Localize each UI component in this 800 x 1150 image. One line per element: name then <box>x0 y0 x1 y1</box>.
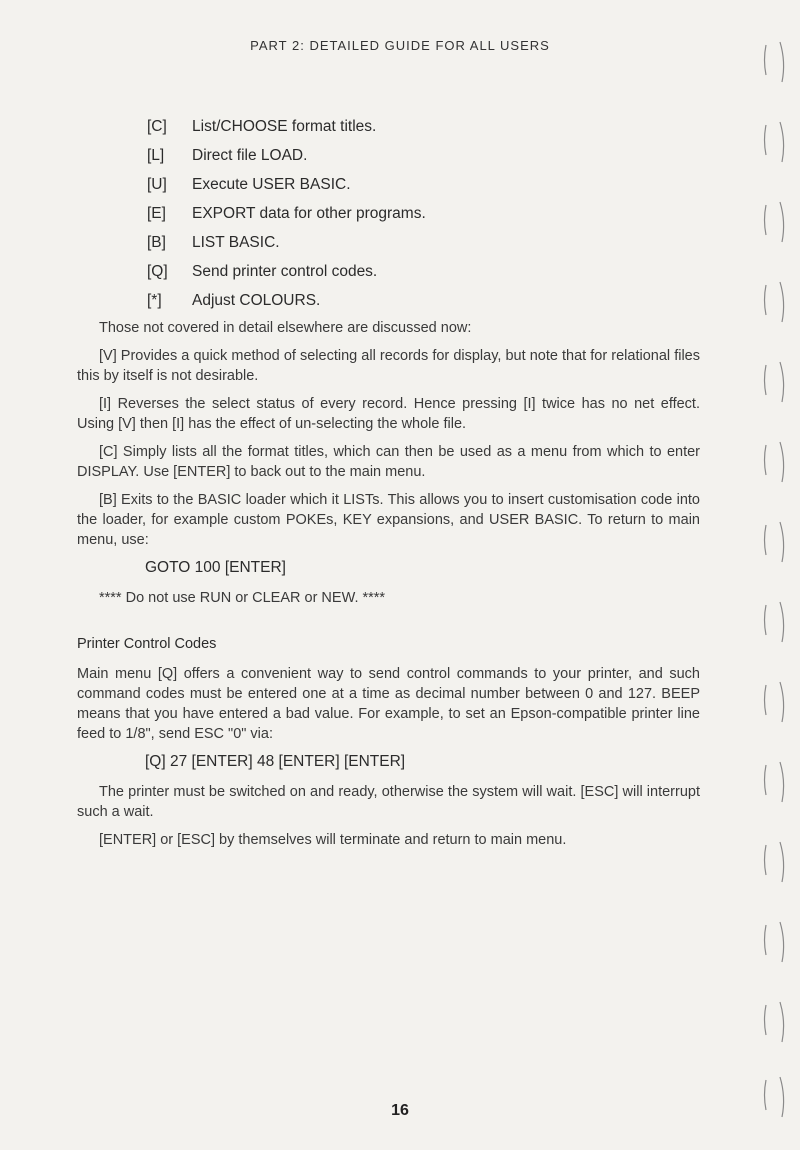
intro-paragraph: Those not covered in detail elsewhere are discussed now: <box>99 320 472 336</box>
menu-key: [C] <box>147 117 167 135</box>
binding-marks-icon <box>750 30 800 1120</box>
paragraph-enter: [ENTER] or [ESC] by themselves will terminate and return to main menu. <box>99 832 567 848</box>
running-header: PART 2: DETAILED GUIDE FOR ALL USERS <box>250 38 550 53</box>
menu-key: [U] <box>147 175 167 193</box>
menu-label: Adjust COLOURS. <box>192 291 321 309</box>
menu-key: [Q] <box>147 262 168 280</box>
menu-label: Direct file LOAD. <box>192 146 308 164</box>
menu-label: List/CHOOSE format titles. <box>192 117 377 135</box>
menu-item-export <box>147 199 426 228</box>
menu-key: [B] <box>147 233 166 251</box>
menu-item-printer-codes <box>147 257 426 286</box>
menu-item-colours <box>147 286 426 315</box>
paragraph-ready: The printer must be switched on and ready, otherwise the system will wait. [ESC] will interrupt such a wait. <box>77 784 700 820</box>
paragraph-v: [V] Provides a quick method of selecting all records for display, but note that for relational files this by itself is not desirable. <box>77 348 700 384</box>
page-number: 16 <box>391 1102 409 1119</box>
menu-key: [*] <box>147 291 162 309</box>
menu-options-list <box>147 112 426 315</box>
menu-item-user-basic <box>147 170 426 199</box>
menu-item-choose <box>147 112 426 141</box>
menu-key: [E] <box>147 204 166 222</box>
menu-key: [L] <box>147 146 165 164</box>
code-printer-example: [Q] 27 [ENTER] 48 [ENTER] [ENTER] <box>145 753 406 770</box>
section-heading: Printer Control Codes <box>77 636 217 652</box>
menu-item-load <box>147 141 426 170</box>
menu-label: LIST BASIC. <box>192 233 280 251</box>
menu-label: Send printer control codes. <box>192 262 378 280</box>
paragraph-i: [I] Reverses the select status of every record. Hence pressing [I] twice has no net effect. Using [V] then [I] has the effect of un-selecting the whole file. <box>77 396 700 432</box>
menu-item-list-basic <box>147 228 426 257</box>
body-text <box>77 318 700 858</box>
menu-label: EXPORT data for other programs. <box>192 204 426 222</box>
menu-label: Execute USER BASIC. <box>192 175 351 193</box>
paragraph-c: [C] Simply lists all the format titles, which can then be used as a menu from which to enter DISPLAY. Use [ENTER] to back out to the main menu. <box>77 444 700 480</box>
warning-note: **** Do not use RUN or CLEAR or NEW. **** <box>99 590 386 606</box>
paragraph-printer: Main menu [Q] offers a convenient way to send control commands to your printer, and such command codes must be entered one at a time as decimal number between 0 and 127. BEEP means that you have entered a bad value. For example, to set an Epson-compatible printer line feed to 1/8", send ESC "0" via: <box>77 666 700 742</box>
paragraph-b: [B] Exits to the BASIC loader which it LISTs. This allows you to insert customisation code into the loader, for example custom POKEs, KEY expansions, and USER BASIC. To return to main menu, use: <box>77 492 700 548</box>
code-goto: GOTO 100 [ENTER] <box>145 559 286 576</box>
